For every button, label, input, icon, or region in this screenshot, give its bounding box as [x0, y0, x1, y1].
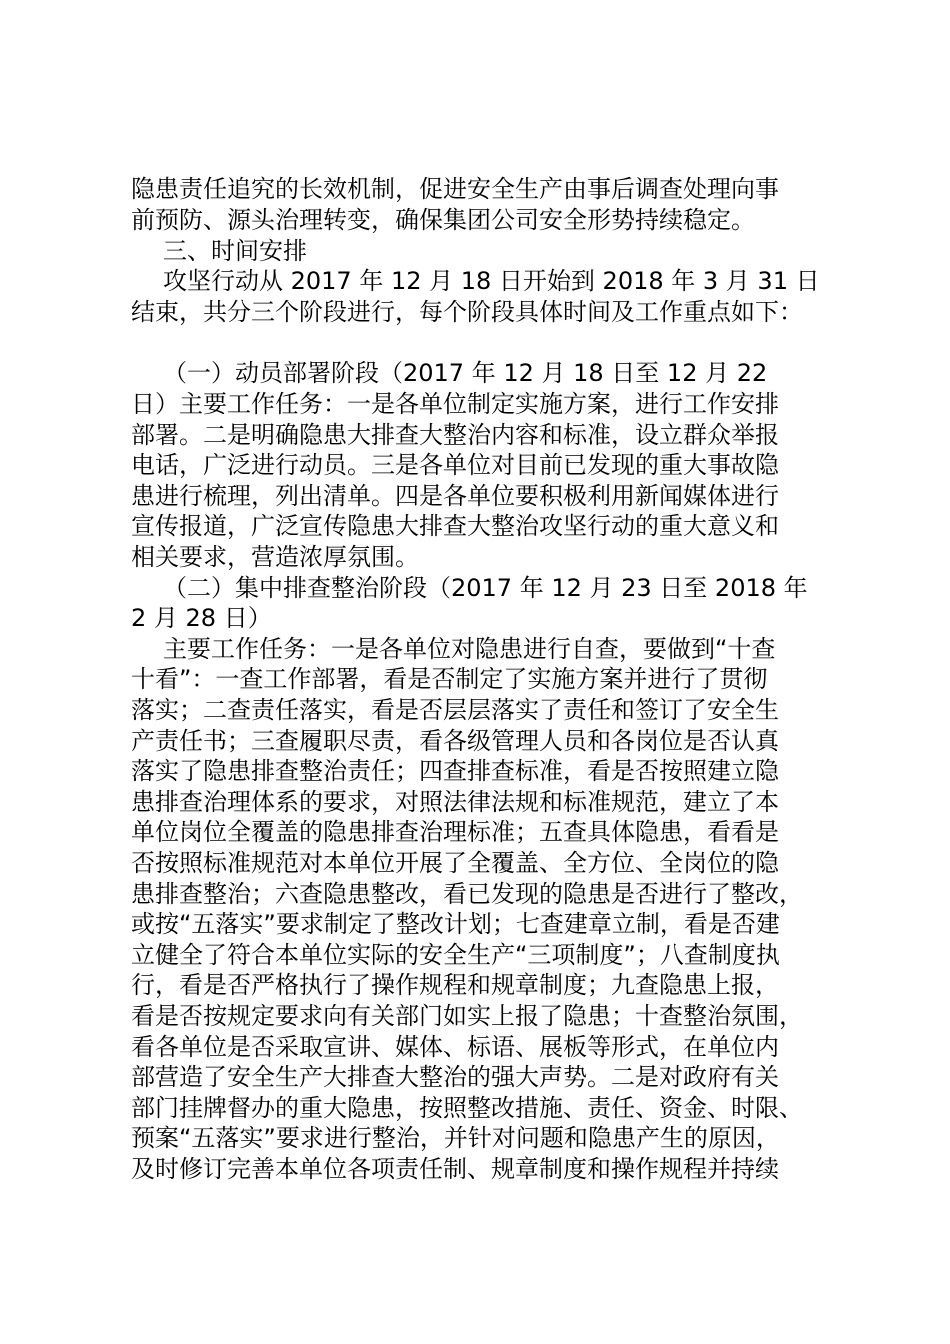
subsection-heading: （二）集中排查整治阶段（2017 年 12 月 23 日至 2018 年 [163, 574, 808, 602]
text-line: 及时修订完善本单位各项责任制、规章制度和操作规程并持续 [131, 1155, 779, 1183]
subsection-heading: （一）动员部署阶段（2017 年 12 月 18 日至 12 月 22 [163, 359, 768, 387]
text-line: 或按“五落实”要求制定了整改计划；七查建章立制，看是否建 [131, 910, 780, 938]
section-heading: 三、时间安排 [163, 237, 307, 265]
text-line: 部营造了安全生产大排查大整治的强大声势。二是对政府有关 [131, 1063, 779, 1091]
text-line: 相关要求，营造浓厚氛围。 [131, 543, 419, 571]
text-line: 落实；二查责任落实，看是否层层落实了责任和签订了安全生 [131, 696, 779, 724]
text-line: 前预防、源头治理转变，确保集团公司安全形势持续稳定。 [131, 206, 755, 234]
text-line: 单位岗位全覆盖的隐患排查治理标准；五查具体隐患，看看是 [131, 818, 779, 846]
text-line: 患进行梳理，列出清单。四是各单位要积极利用新闻媒体进行 [131, 482, 779, 510]
text-line: 宣传报道，广泛宣传隐患大排查大整治攻坚行动的重大意义和 [131, 512, 779, 540]
text-line: 产责任书；三查履职尽责，看各级管理人员和各岗位是否认真 [131, 727, 779, 755]
text-line: 2 月 28 日） [131, 604, 272, 632]
text-line: 隐患责任追究的长效机制，促进安全生产由事后调查处理向事 [131, 175, 779, 203]
text-line: 预案“五落实”要求进行整治，并针对问题和隐患产生的原因， [131, 1124, 780, 1152]
text-line: 日）主要工作任务：一是各单位制定实施方案，进行工作安排 [131, 390, 779, 418]
text-line: 攻坚行动从 2017 年 12 月 18 日开始到 2018 年 3 月 31 日 [163, 267, 820, 295]
text-line: 部署。二是明确隐患大排查大整治内容和标准，设立群众举报 [131, 421, 779, 449]
text-line: 行，看是否严格执行了操作规程和规章制度；九查隐患上报， [131, 971, 779, 999]
text-line: 落实了隐患排查整治责任；四查排查标准，看是否按照建立隐 [131, 757, 779, 785]
text-line: 患排查整治；六查隐患整改，看已发现的隐患是否进行了整改， [131, 880, 803, 908]
text-line: 结束，共分三个阶段进行，每个阶段具体时间及工作重点如下： [131, 298, 803, 326]
text-line: 看是否按规定要求向有关部门如实上报了隐患；十查整治氛围， [131, 1002, 803, 1030]
text-line: 部门挂牌督办的重大隐患，按照整改措施、责任、资金、时限、 [131, 1094, 803, 1122]
text-line: 否按照标准规范对本单位开展了全覆盖、全方位、全岗位的隐 [131, 849, 779, 877]
text-line: 主要工作任务：一是各单位对隐患进行自查，要做到“十查 [163, 635, 776, 663]
text-line: 看各单位是否采取宣讲、媒体、标语、展板等形式，在单位内 [131, 1033, 779, 1061]
text-line: 电话，广泛进行动员。三是各单位对目前已发现的重大事故隐 [131, 451, 779, 479]
text-line: 十看”：一查工作部署，看是否制定了实施方案并进行了贯彻 [131, 665, 768, 693]
text-line: 立健全了符合本单位实际的安全生产“三项制度”；八查制度执 [131, 941, 780, 969]
text-line: 患排查治理体系的要求，对照法律法规和标准规范，建立了本 [131, 788, 779, 816]
